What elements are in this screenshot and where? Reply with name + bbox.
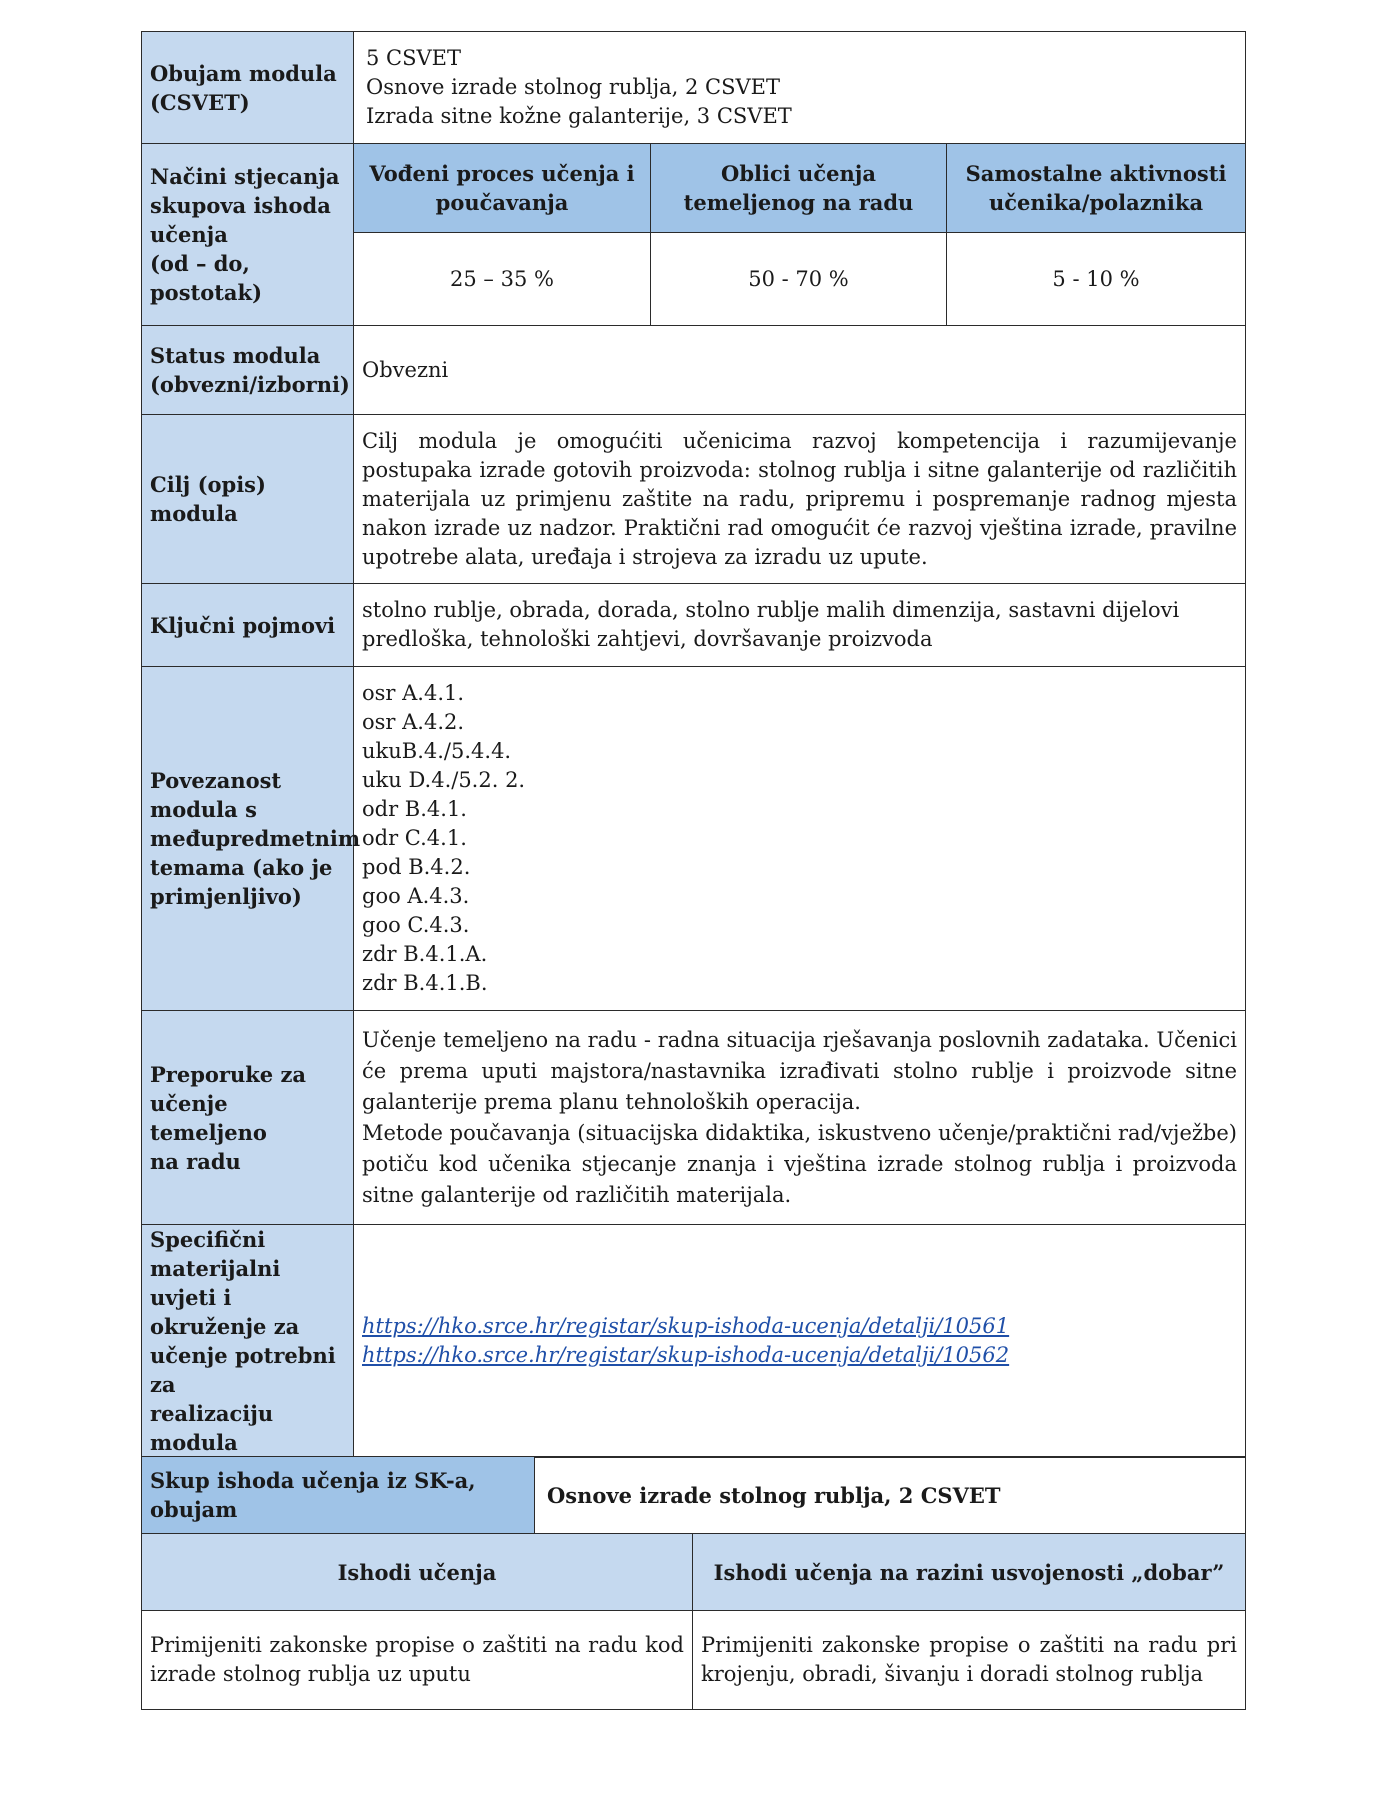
povezanost-list <box>354 667 1246 1011</box>
pojmovi-label: Ključni pojmovi <box>142 584 354 667</box>
registry-link-10561[interactable]: https://hko.srce.hr/registar/skup-ishoda-ucenja/detalji/10561 <box>362 1314 1010 1338</box>
nacini-value-oblici: 50 - 70 % <box>651 233 947 326</box>
nacini-header-oblici: Oblici učenja temeljenog na radu <box>651 144 947 233</box>
row-povezanost <box>142 667 1246 1011</box>
status-label: Status modula (obvezni/izborni) <box>142 326 354 415</box>
nacini-header-vodeni: Vođeni proces učenja i poučavanja <box>354 144 651 233</box>
dobar-cell: Primijeniti zakonske propise o zaštiti na radu pri krojenju, obradi, šivanju i doradi stolnog rublja <box>693 1611 1246 1710</box>
nacini-header-samostalne: Samostalne aktivnosti učenika/polaznika <box>947 144 1246 233</box>
row-outcome-headers <box>142 1534 1246 1611</box>
list-item: uku D.4./5.2. 2. <box>362 768 526 792</box>
row-preporuke <box>142 1011 1246 1225</box>
ishod-cell: Primijeniti zakonske propise o zaštiti na radu kod izrade stolnog rublja uz uputu <box>142 1611 693 1710</box>
row-obujam <box>142 32 1246 144</box>
povezanost-label: Povezanost modula s međupredmetnim temama (ako je primjenljivo) <box>142 667 354 1011</box>
list-item: osr A.4.2. <box>362 710 465 734</box>
row-status <box>142 326 1246 415</box>
pojmovi-value: stolno rublje, obrada, dorada, stolno rublje malih dimenzija, sastavni dijelovi predloška, tehnološki zahtjevi, dovršavanje proizvoda <box>354 584 1246 667</box>
nacini-value-vodeni: 25 – 35 % <box>354 233 651 326</box>
cilj-label: Cilj (opis) modula <box>142 415 354 584</box>
preporuke-paragraph-2: Metode poučavanja (situacijska didaktika, iskustveno učenje/praktični rad/vježbe) potiču kod učenika stjecanje znanja i vještina izrade stolnog rublja i proizvoda sitne galanterije od različitih materijala. <box>362 1120 1237 1207</box>
preporuke-value <box>354 1011 1246 1225</box>
list-item: ukuB.4./5.4.4. <box>362 739 512 763</box>
list-item: zdr B.4.1.A. <box>362 942 488 966</box>
preporuke-paragraph-1: Učenje temeljeno na radu - radna situacija rješavanja poslovnih zadataka. Učenici će prema uputi majstora/nastavnika izrađivati stolno rublje i proizvode sitne galanterije prema planu tehnoloških operacija. <box>362 1027 1237 1114</box>
row-skup <box>142 1457 1246 1534</box>
cilj-value: Cilj modula je omogućiti učenicima razvoj kompetencija i razumijevanje postupaka izrade gotovih proizvoda: stolnog rublja i sitne galanterije od različitih materijala uz primjenu zaštite na radu, pripremu i pospremanje radnog mjesta nakon izrade uz nadzor. Praktični rad omogućit će razvoj vještina izrade, pravilne upotrebe alata, uređaja i strojeva za izradu uz upute. <box>354 415 1246 584</box>
outcomes-table <box>141 1456 1246 1710</box>
row-pojmovi <box>142 584 1246 667</box>
row-cilj <box>142 415 1246 584</box>
obujam-label: Obujam modula (CSVET) <box>142 32 354 144</box>
list-item: pod B.4.2. <box>362 855 471 879</box>
nacini-label: Načini stjecanja skupova ishoda učenja (od – do, postotak) <box>142 144 354 326</box>
status-value: Obvezni <box>354 326 1246 415</box>
preporuke-label: Preporuke za učenje temeljeno na radu <box>142 1011 354 1225</box>
list-item: goo A.4.3. <box>362 884 470 908</box>
list-item: odr C.4.1. <box>362 826 467 850</box>
obujam-value: 5 CSVET Osnove izrade stolnog rublja, 2 CSVET Izrada sitne kožne galanterije, 3 CSVET <box>354 32 1246 144</box>
table-row <box>142 1611 1246 1710</box>
uvjeti-links <box>354 1225 1246 1458</box>
dobar-header: Ishodi učenja na razini usvojenosti „dobar” <box>693 1534 1246 1611</box>
nacini-value-samostalne: 5 - 10 % <box>947 233 1246 326</box>
ishodi-header: Ishodi učenja <box>142 1534 693 1611</box>
skup-label: Skup ishoda učenja iz SK-a, obujam <box>142 1457 535 1534</box>
module-table <box>141 31 1246 1458</box>
list-item: osr A.4.1. <box>362 681 465 705</box>
row-uvjeti <box>142 1225 1246 1458</box>
registry-link-10562[interactable]: https://hko.srce.hr/registar/skup-ishoda-ucenja/detalji/10562 <box>362 1343 1010 1367</box>
uvjeti-label: Specifični materijalni uvjeti i okruženje za učenje potrebni za realizaciju modula <box>142 1225 354 1458</box>
row-nacini-headers <box>142 144 1246 233</box>
list-item: goo C.4.3. <box>362 913 470 937</box>
list-item: zdr B.4.1.B. <box>362 971 488 995</box>
skup-value: Osnove izrade stolnog rublja, 2 CSVET <box>535 1457 1246 1534</box>
list-item: odr B.4.1. <box>362 797 467 821</box>
